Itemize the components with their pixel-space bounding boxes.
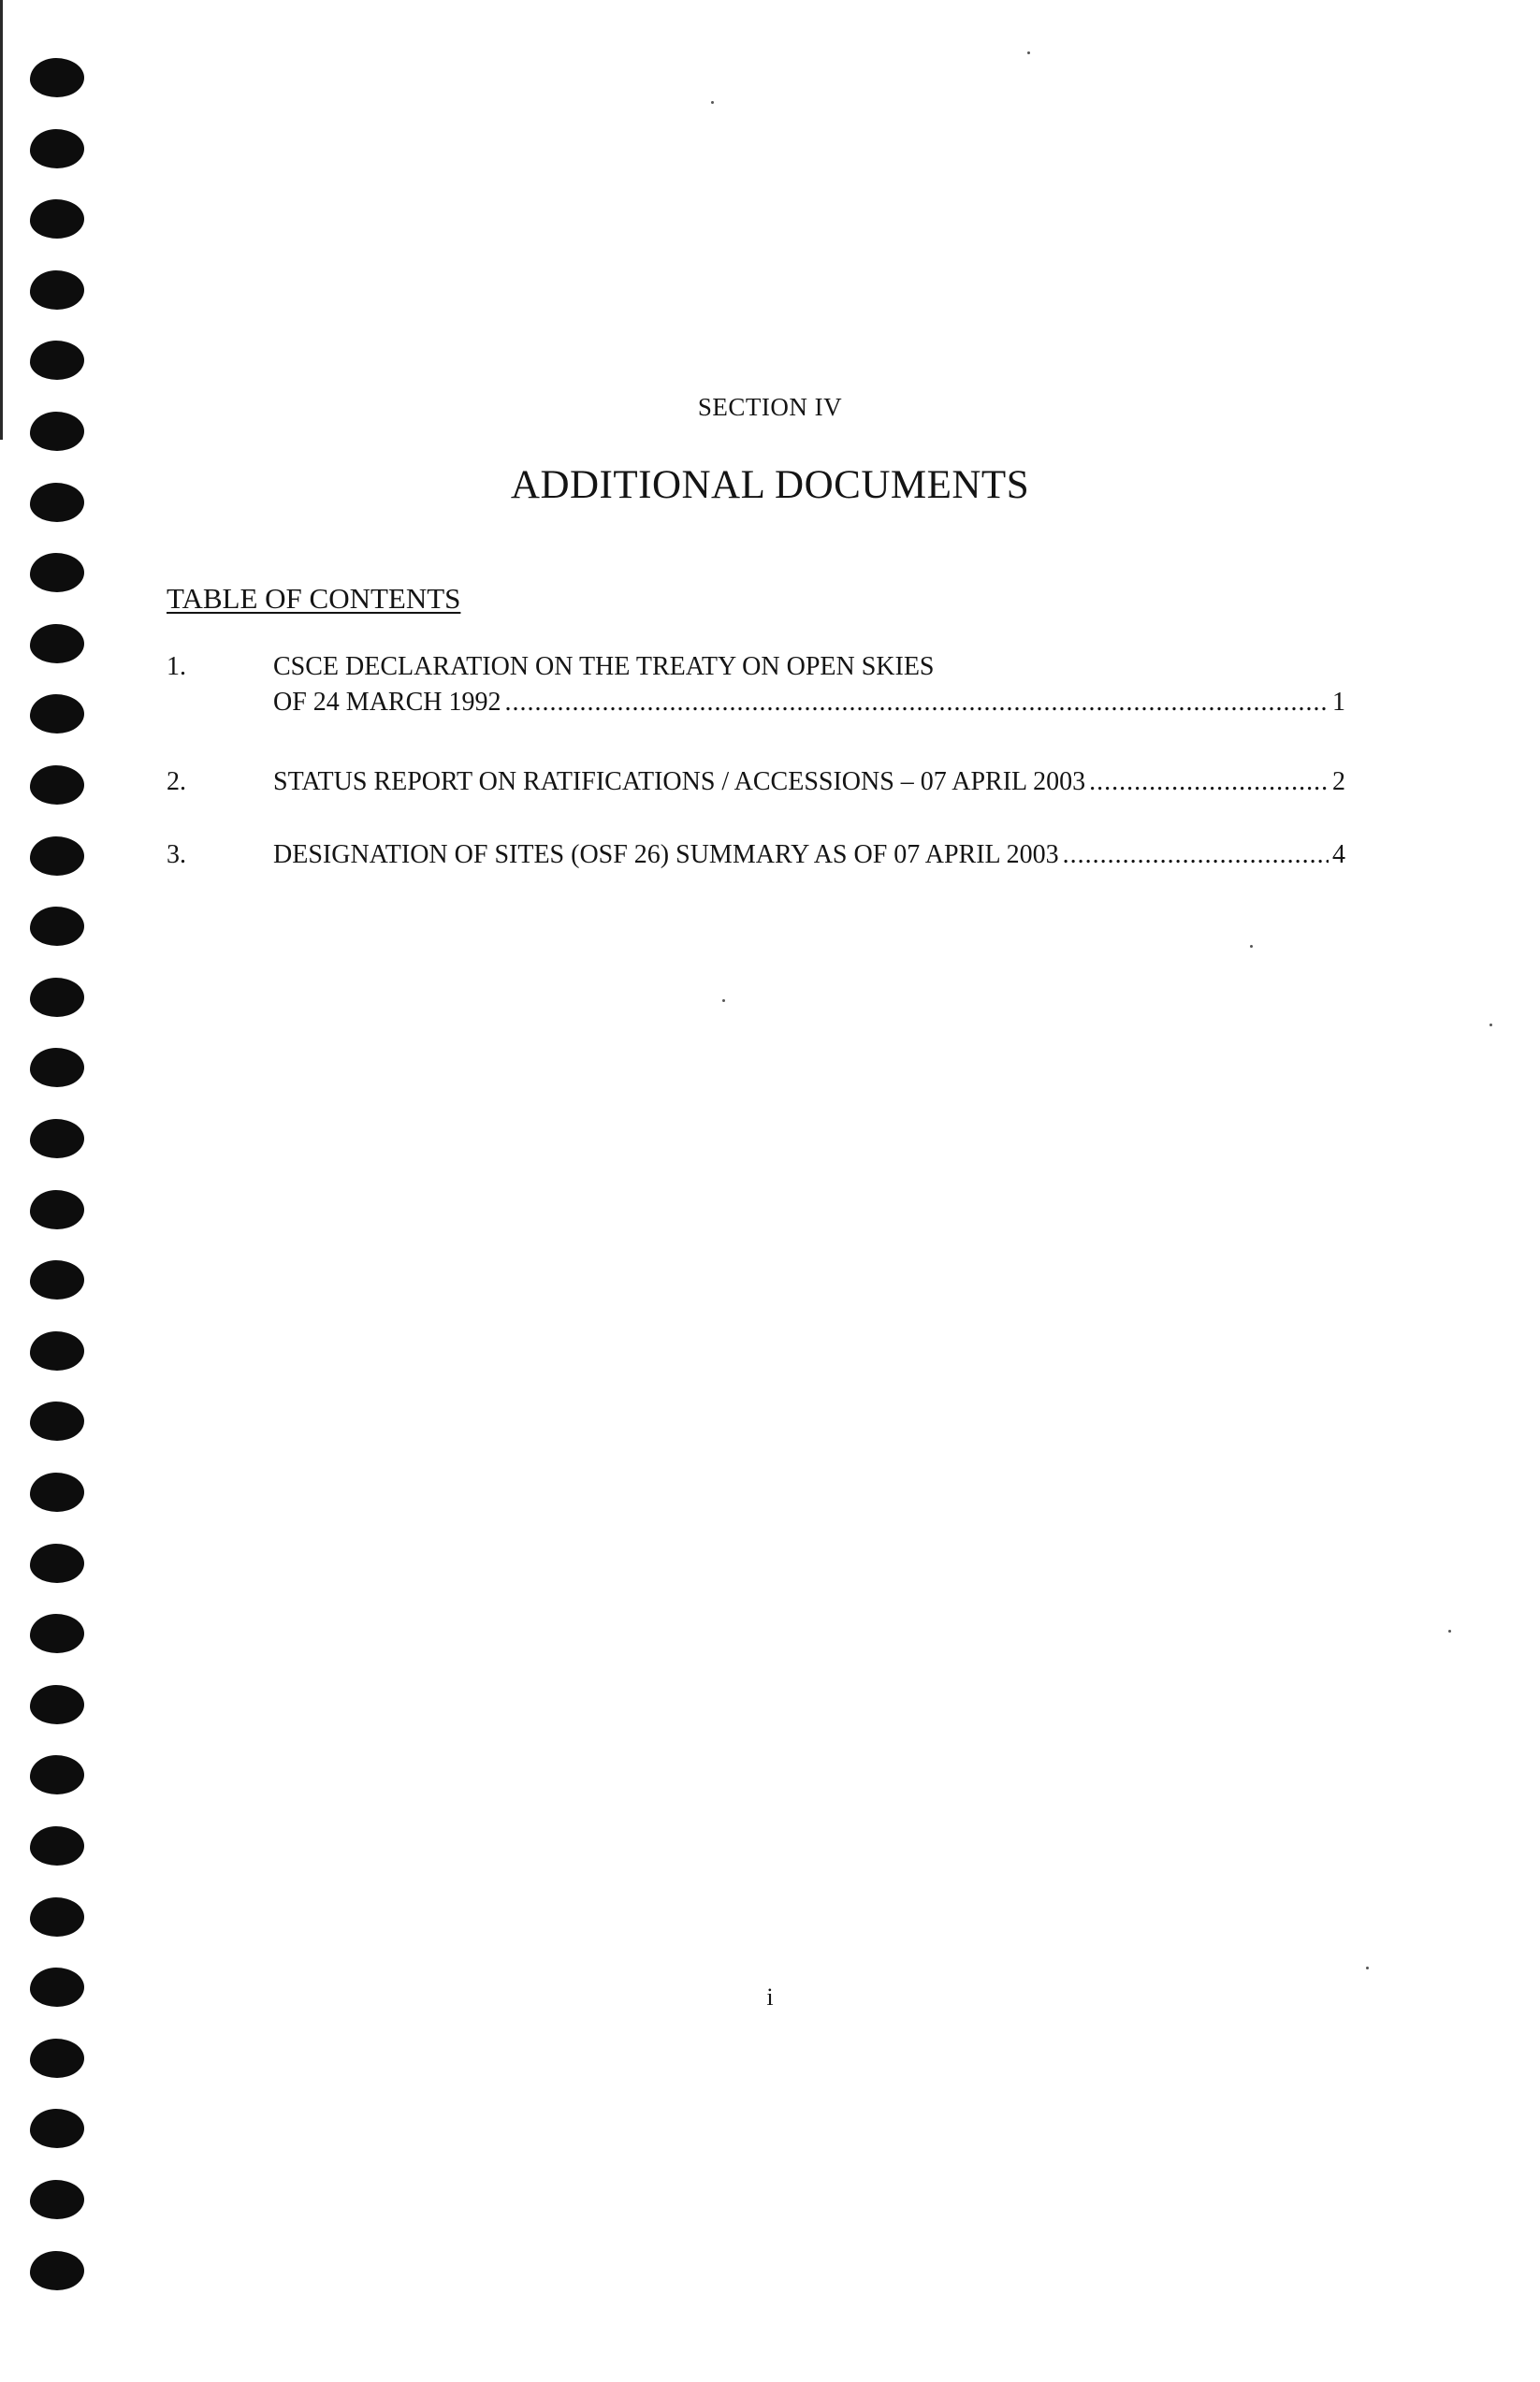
toc-entry-3[interactable]: [167, 840, 1345, 878]
scan-speck: [1489, 1024, 1492, 1026]
toc-entry-2[interactable]: [167, 767, 1345, 805]
scan-speck: [1250, 945, 1253, 948]
page-edge-line: [0, 0, 3, 440]
punch-hole-icon: [30, 270, 84, 310]
punch-hole-icon: [30, 2039, 84, 2078]
dot-leader: [1089, 767, 1329, 797]
punch-hole-icon: [30, 1119, 84, 1158]
scan-speck: [1027, 51, 1030, 54]
punch-hole-icon: [30, 1614, 84, 1653]
punch-hole-icon: [30, 1260, 84, 1300]
toc-entry-number: 2.: [167, 767, 186, 796]
punch-hole-icon: [30, 1331, 84, 1371]
punch-hole-icon: [30, 1190, 84, 1229]
punch-hole-icon: [30, 694, 84, 733]
toc-entry-title: STATUS REPORT ON RATIFICATIONS / ACCESSIONS – 07 APRIL 2003: [273, 767, 1086, 796]
section-label: SECTION IV: [697, 393, 843, 421]
toc-entry-title-line: [273, 767, 1345, 797]
toc-entry-title-line: [273, 840, 1345, 870]
toc-entry-title-line: [273, 652, 1345, 682]
punch-hole-icon: [30, 765, 84, 805]
punch-hole-icon: [30, 1826, 84, 1866]
toc-entry-page: 4: [1332, 840, 1345, 869]
punch-hole-icon: [30, 2180, 84, 2219]
punch-hole-icon: [30, 836, 84, 876]
toc-entry-1[interactable]: [167, 652, 1345, 727]
punch-hole-icon: [30, 1473, 84, 1512]
toc-entry-number: 1.: [167, 652, 186, 681]
punch-hole-icon: [30, 129, 84, 168]
toc-entry-title: DESIGNATION OF SITES (OSF 26) SUMMARY AS OF 07 APRIL 2003: [273, 840, 1059, 869]
scan-speck: [711, 101, 714, 104]
punch-hole-icon: [30, 553, 84, 592]
punch-hole-icon: [30, 341, 84, 380]
punch-hole-icon: [30, 199, 84, 239]
punch-hole-icon: [30, 1685, 84, 1724]
toc-entry-title-line: [273, 688, 1345, 718]
dot-leader: [1063, 840, 1329, 870]
scan-speck: [1448, 1630, 1451, 1633]
toc-entry-number: 3.: [167, 840, 186, 869]
punch-hole-icon: [30, 1402, 84, 1441]
punch-hole-icon: [30, 624, 84, 663]
punch-hole-icon: [30, 1048, 84, 1087]
punch-hole-icon: [30, 907, 84, 946]
toc-entry-title: CSCE DECLARATION ON THE TREATY ON OPEN SKIES: [273, 652, 935, 681]
punch-hole-icon: [30, 2251, 84, 2290]
toc-heading: TABLE OF CONTENTS: [167, 582, 461, 615]
punch-hole-icon: [30, 1755, 84, 1794]
punch-hole-icon: [30, 978, 84, 1017]
page-title: ADDITIONAL DOCUMENTS: [510, 463, 1030, 507]
punch-hole-icon: [30, 2109, 84, 2148]
punch-hole-icon: [30, 1544, 84, 1583]
toc-entry-page: 2: [1332, 767, 1345, 796]
punch-hole-icon: [30, 1897, 84, 1937]
toc-entry-title-continued: OF 24 MARCH 1992: [273, 688, 501, 717]
punch-hole-icon: [30, 58, 84, 97]
page-number: i: [766, 1983, 774, 2011]
scan-speck: [722, 999, 725, 1002]
binding-strip: [0, 0, 103, 2382]
scan-speck: [1366, 1967, 1369, 1969]
toc-entry-page: 1: [1332, 688, 1345, 717]
dot-leader: [504, 688, 1329, 718]
